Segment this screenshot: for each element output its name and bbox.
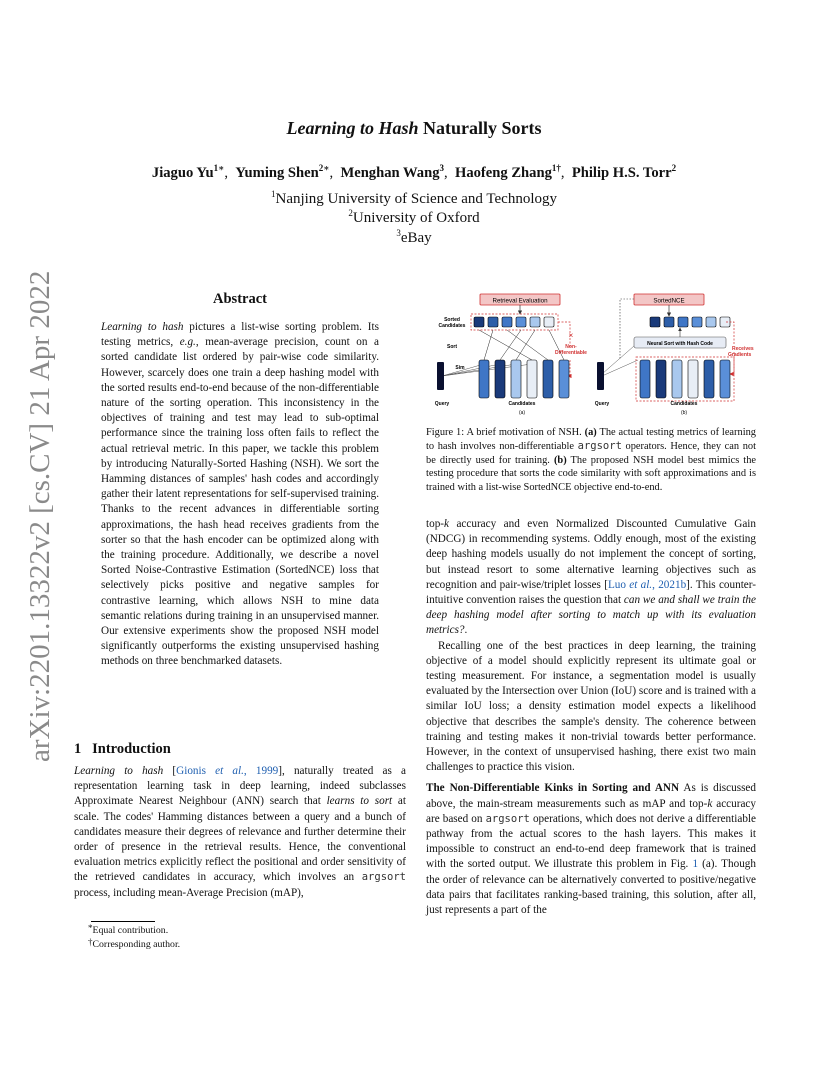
query-label: Query xyxy=(434,401,450,407)
title-italic: Learning to Hash xyxy=(286,118,419,138)
figure-caption: Figure 1: A brief motivation of NSH. (a) The actual testing metrics of learning to hash involves non-differentiable argsort operators. Hence, they can not be directly used for training. (b) The proposed NSH model best mimics the testing procedure that sorts the code similarity with soft approximations and is trained with a list-wise SortedNCE objective end-to-end. xyxy=(426,427,756,494)
sorted-square xyxy=(502,317,512,327)
panel-b xyxy=(595,294,754,416)
author: Haofeng Zhang$^{1\dagger}$ xyxy=(454,163,561,181)
sorted-square xyxy=(488,317,498,327)
paper-title xyxy=(0,118,828,139)
sortednce-label: SortedNCE xyxy=(653,297,685,305)
sorted-square xyxy=(664,317,674,327)
candidate-bar xyxy=(559,360,569,398)
footnote-rule xyxy=(91,921,155,922)
arxiv-id: arXiv:2201.13322v2 [cs.CV] 21 Apr 2022 xyxy=(24,270,56,762)
sorted-square xyxy=(474,317,484,327)
cross-mark: × xyxy=(568,331,574,340)
query-bar xyxy=(437,362,444,390)
sorted-square xyxy=(650,317,660,327)
subfig-b-label: (b) xyxy=(680,410,688,416)
sorted-candidates-label: Sorted Candidates xyxy=(438,317,466,329)
candidates-box xyxy=(636,357,734,401)
intro-paragraph: Learning to hash [Gionis et al., 1999], naturally treated as a representation learning task in deep learning, indeed subclasses Approximate Nearest Neighbour (ANN) search that learns to sort at scale. The codes' Hamming distances between a query and a bunch of candidates measure their degrees of relevance and further determine their order of presence in the retrieval results. Hence, the conventional evaluation metrics explicitly reflect the positional and order sensitivity of the retrieved candidates in accuracy, which involves an argsort process, including mean-Average Precision (mAP), xyxy=(74,765,406,899)
sorted-square xyxy=(544,317,554,327)
query-label: Query xyxy=(594,401,610,407)
sim-label: Sim xyxy=(455,365,465,371)
sort-label: Sort xyxy=(447,344,457,350)
figure-1 xyxy=(422,288,758,418)
section-heading: 1 Introduction xyxy=(74,741,171,757)
sort-lines xyxy=(479,330,564,360)
author-list: Jiaguo $Yu^{1∗}$, Yuming Shen$^{2∗}$, Menghan Wang$^3$, Haofeng Zhang$^{1\dagger}$, Philip H.S. Torr$^2$ xyxy=(151,163,677,181)
query-bar xyxy=(597,362,604,390)
candidate-bar xyxy=(720,360,730,398)
author: Yuming Shen$^{2∗}$ xyxy=(235,163,330,181)
candidates-label: Candidates xyxy=(508,401,536,407)
affiliation: $^3$eBay xyxy=(396,228,432,246)
affiliation: $^1$Nanjing University of Science and Technology xyxy=(270,189,558,207)
footnote: *Equal contribution. xyxy=(88,923,169,936)
abstract-heading: Abstract xyxy=(213,291,267,307)
candidate-bar xyxy=(640,360,650,398)
author: Philip H.S. Torr$^2$ xyxy=(571,163,677,181)
author: Jiaguo $Yu^{1∗}$ xyxy=(151,163,225,181)
neural-sort-label: Neural Sort with Hash Code xyxy=(647,340,713,347)
candidate-bar xyxy=(479,360,489,398)
query-link xyxy=(620,299,634,360)
sorted-square xyxy=(706,317,716,327)
title-rest: Naturally Sorts xyxy=(423,118,542,138)
candidate-bar xyxy=(656,360,666,398)
author: Menghan Wang$^3$ xyxy=(340,163,445,181)
receives-gradients-label: Receives Gradients xyxy=(728,346,754,358)
abstract-body: Learning to hash pictures a list-wise sorting problem. Its testing metrics, e.g., mean-average precision, count on a sorted candidate list ordered by pair-wise code similarity. However, scarcely does one train a deep hashing model with the sorted results end-to-end because of the non-differentiable nature of the sorting operation. This inconsistency in the objectives of training and test may lead to sub-optimal performance since the training loss often fails to reflect the actual retrieval metric. In this paper, we tackle this problem by introducing Naturally-Sorted Hashing (NSH). We sort the Hamming distances of samples' hash codes and accordingly gather their latent representations for self-supervised training. Thanks to the recent advances in differentiable sorting approximations, the hash head receives gradients from the sorter so that the hash encoder can be optimized along with the training procedure. Additionally, we describe a novel Sorted Noise-Contrastive Estimation (SortedNCE) loss that selectively picks positive and negative samples for contrastive learning, which allows NSH to mine data semantic relations during training in an unsupervised manner. Our extensive experiments show the proposed NSH model significantly outperforms the existing unsupervised hashing methods on three benchmarked datasets. xyxy=(101,321,379,668)
arxiv-stamp xyxy=(24,272,54,772)
paragraph: top-k accuracy and even Normalized Discounted Cumulative Gain (NDCG) in recommending systems. Oddly enough, most of the existing deep hashing models usually do not implement the concept of sorting, but instead resort to some alternative learning objectives such as recognition and pair-wise/triplet losses [Luo et al., 2021b]. This counter-intuitive convention raises the question that can we and shall we train the deep hashing model after sorting to match up with its evaluation metrics?. xyxy=(426,518,756,637)
sorted-square xyxy=(720,317,730,327)
retrieval-eval-label: Retrieval Evaluation xyxy=(492,297,548,305)
footnote: †Corresponding author. xyxy=(88,937,181,950)
candidates-label: Candidates xyxy=(670,401,698,407)
panel-a xyxy=(435,294,587,416)
sorted-square xyxy=(516,317,526,327)
right-column xyxy=(426,517,756,918)
candidate-bar xyxy=(495,360,505,398)
sorted-square xyxy=(530,317,540,327)
candidate-bar xyxy=(511,360,521,398)
candidate-bar xyxy=(672,360,682,398)
paragraph: The Non-Differentiable Kinks in Sorting and ANN As is discussed above, the main-stream measurements such as mAP and top-k accuracy are based on argsort operations, which does not derive a differentiable pathway from the actual scores to the hash layers. This makes it impossible to construct an end-to-end deep framework that is trained with the sorted output. We illustrate this problem in Fig. 1 (a). Though the order of relevance can be alternatively converted to positive/negative data pairs that facilitates ranking-based training, this solution, after all, just represents a part of the xyxy=(426,782,756,917)
sorted-square xyxy=(692,317,702,327)
candidate-bar xyxy=(688,360,698,398)
affiliation: $^2$University of Oxford xyxy=(348,208,480,226)
sorted-square xyxy=(678,317,688,327)
nondiff-label: Non-Differentiable xyxy=(555,344,587,356)
candidate-bar xyxy=(543,360,553,398)
candidate-bar xyxy=(704,360,714,398)
subfig-a-label: (a) xyxy=(518,410,526,416)
candidate-bar xyxy=(527,360,537,398)
paragraph: Recalling one of the best practices in deep learning, the training objective of a model should explicitly represent its ultimate goal or testing measurement. For instance, a segmentation model is usually evaluated by the Intersection over Union (IoU) score and is trained with a similar IoU loss; a density estimation model expects a likelihood objective that describes the sample's density. The coherence between training and testing makes it non-trivial towards better performance. However, in the context of unsupervised hashing, there exist two main challenges to practice this vision. xyxy=(426,639,756,774)
